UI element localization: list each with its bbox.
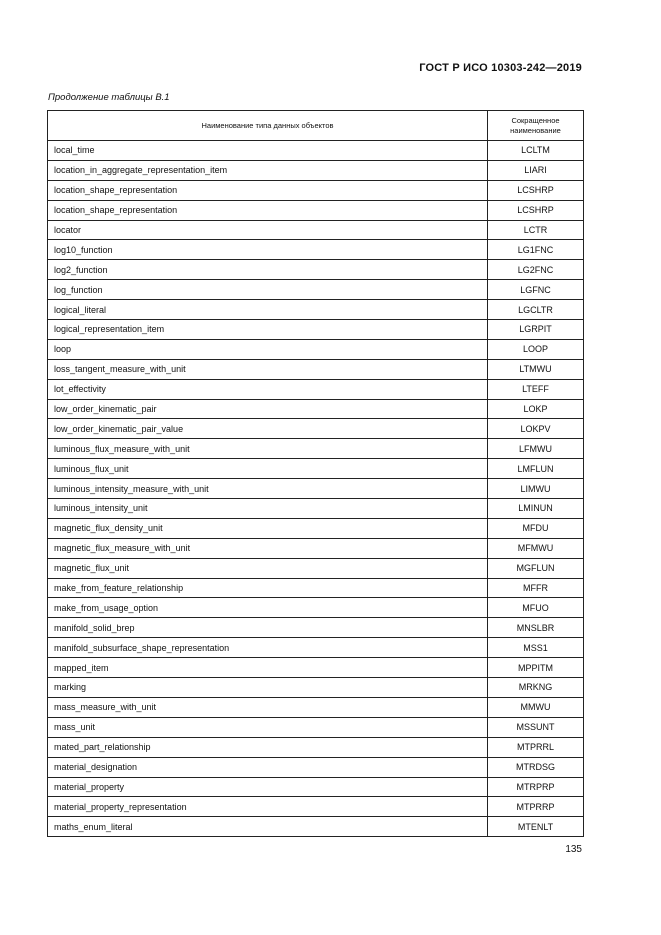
entity-name-cell: mated_part_relationship <box>48 737 488 757</box>
entity-name-cell: log10_function <box>48 240 488 260</box>
page-number: 135 <box>565 844 582 855</box>
table-row <box>48 280 584 300</box>
entity-name-cell: mapped_item <box>48 658 488 678</box>
abbreviation-cell: MFUO <box>488 598 584 618</box>
abbreviation-cell: MNSLBR <box>488 618 584 638</box>
abbreviation-cell: LTEFF <box>488 379 584 399</box>
table-row <box>48 598 584 618</box>
abbreviation-cell: MRKNG <box>488 678 584 698</box>
entity-name-cell: mass_unit <box>48 717 488 737</box>
abbreviation-cell: MGFLUN <box>488 558 584 578</box>
entity-name-cell: luminous_flux_unit <box>48 459 488 479</box>
table-row <box>48 359 584 379</box>
column-header-name: Наименование типа данных объектов <box>48 111 488 141</box>
abbreviation-cell: LGFNC <box>488 280 584 300</box>
table-row <box>48 300 584 320</box>
table-row <box>48 141 584 161</box>
table-row <box>48 797 584 817</box>
entity-name-cell: locator <box>48 220 488 240</box>
abbreviation-cell: MPPITM <box>488 658 584 678</box>
entity-name-cell: log2_function <box>48 260 488 280</box>
entity-name-cell: lot_effectivity <box>48 379 488 399</box>
abbreviation-cell: LMFLUN <box>488 459 584 479</box>
entity-name-cell: location_shape_representation <box>48 180 488 200</box>
entity-name-cell: material_property <box>48 777 488 797</box>
table-row <box>48 339 584 359</box>
entity-name-cell: magnetic_flux_density_unit <box>48 518 488 538</box>
table-row <box>48 180 584 200</box>
table-row <box>48 260 584 280</box>
entity-name-cell: local_time <box>48 141 488 161</box>
table-row <box>48 518 584 538</box>
table-row <box>48 479 584 499</box>
entity-name-cell: make_from_feature_relationship <box>48 578 488 598</box>
entity-name-cell: loss_tangent_measure_with_unit <box>48 359 488 379</box>
table-row <box>48 419 584 439</box>
entity-name-cell: luminous_flux_measure_with_unit <box>48 439 488 459</box>
entity-name-cell: maths_enum_literal <box>48 817 488 837</box>
abbreviation-cell: LGRPIT <box>488 320 584 340</box>
table-row <box>48 658 584 678</box>
table-row <box>48 777 584 797</box>
entity-name-cell: make_from_usage_option <box>48 598 488 618</box>
entity-name-cell: location_in_aggregate_representation_item <box>48 160 488 180</box>
abbreviation-cell: LIARI <box>488 160 584 180</box>
abbreviation-cell: MSSUNT <box>488 717 584 737</box>
abbreviation-cell: LCSHRP <box>488 200 584 220</box>
entity-name-cell: magnetic_flux_unit <box>48 558 488 578</box>
table-row <box>48 817 584 837</box>
abbreviation-cell: LCSHRP <box>488 180 584 200</box>
table-row <box>48 439 584 459</box>
abbreviation-cell: MTRPRP <box>488 777 584 797</box>
table-body <box>48 141 584 837</box>
table-row <box>48 578 584 598</box>
table-row <box>48 499 584 519</box>
entity-name-cell: manifold_subsurface_shape_representation <box>48 638 488 658</box>
abbreviation-cell: LIMWU <box>488 479 584 499</box>
entity-name-cell: location_shape_representation <box>48 200 488 220</box>
entity-name-cell: magnetic_flux_measure_with_unit <box>48 538 488 558</box>
abbreviation-cell: LGCLTR <box>488 300 584 320</box>
table-row <box>48 638 584 658</box>
table-row <box>48 558 584 578</box>
entity-name-cell: low_order_kinematic_pair <box>48 399 488 419</box>
abbreviation-cell: MMWU <box>488 697 584 717</box>
table-row <box>48 618 584 638</box>
table-row <box>48 717 584 737</box>
entity-name-cell: loop <box>48 339 488 359</box>
abbreviation-cell: LCTR <box>488 220 584 240</box>
entity-name-cell: marking <box>48 678 488 698</box>
table-row <box>48 379 584 399</box>
abbreviation-cell: MSS1 <box>488 638 584 658</box>
abbreviation-cell: MFDU <box>488 518 584 538</box>
entity-name-cell: material_property_representation <box>48 797 488 817</box>
abbreviation-cell: MTPRRP <box>488 797 584 817</box>
table-row <box>48 678 584 698</box>
table-row <box>48 220 584 240</box>
abbreviation-cell: LG1FNC <box>488 240 584 260</box>
table-row <box>48 399 584 419</box>
abbreviation-cell: LOKPV <box>488 419 584 439</box>
table-header-row <box>48 111 584 141</box>
entity-name-cell: log_function <box>48 280 488 300</box>
table-row <box>48 320 584 340</box>
document-standard-header: ГОСТ Р ИСО 10303-242—2019 <box>419 62 582 74</box>
abbreviation-cell: MFFR <box>488 578 584 598</box>
abbreviation-cell: LCLTM <box>488 141 584 161</box>
abbreviation-cell: LMINUN <box>488 499 584 519</box>
abbreviation-cell: LOKP <box>488 399 584 419</box>
table-row <box>48 160 584 180</box>
table-caption: Продолжение таблицы В.1 <box>48 92 170 103</box>
entity-name-cell: material_designation <box>48 757 488 777</box>
entity-name-cell: luminous_intensity_measure_with_unit <box>48 479 488 499</box>
table-row <box>48 697 584 717</box>
table-row <box>48 200 584 220</box>
abbreviation-cell: MTRDSG <box>488 757 584 777</box>
table-row <box>48 240 584 260</box>
abbreviation-cell: MTPRRL <box>488 737 584 757</box>
abbreviation-cell: MTENLT <box>488 817 584 837</box>
abbreviations-table <box>47 110 584 837</box>
abbreviation-cell: LTMWU <box>488 359 584 379</box>
abbreviation-cell: MFMWU <box>488 538 584 558</box>
abbreviation-cell: LG2FNC <box>488 260 584 280</box>
table-row <box>48 538 584 558</box>
abbreviation-cell: LFMWU <box>488 439 584 459</box>
column-header-abbreviation: Сокращенное наименование <box>488 111 584 141</box>
entity-name-cell: low_order_kinematic_pair_value <box>48 419 488 439</box>
entity-name-cell: luminous_intensity_unit <box>48 499 488 519</box>
entity-name-cell: manifold_solid_brep <box>48 618 488 638</box>
table-row <box>48 737 584 757</box>
entity-name-cell: logical_representation_item <box>48 320 488 340</box>
entity-name-cell: logical_literal <box>48 300 488 320</box>
table-row <box>48 757 584 777</box>
abbreviation-cell: LOOP <box>488 339 584 359</box>
entity-name-cell: mass_measure_with_unit <box>48 697 488 717</box>
table-row <box>48 459 584 479</box>
